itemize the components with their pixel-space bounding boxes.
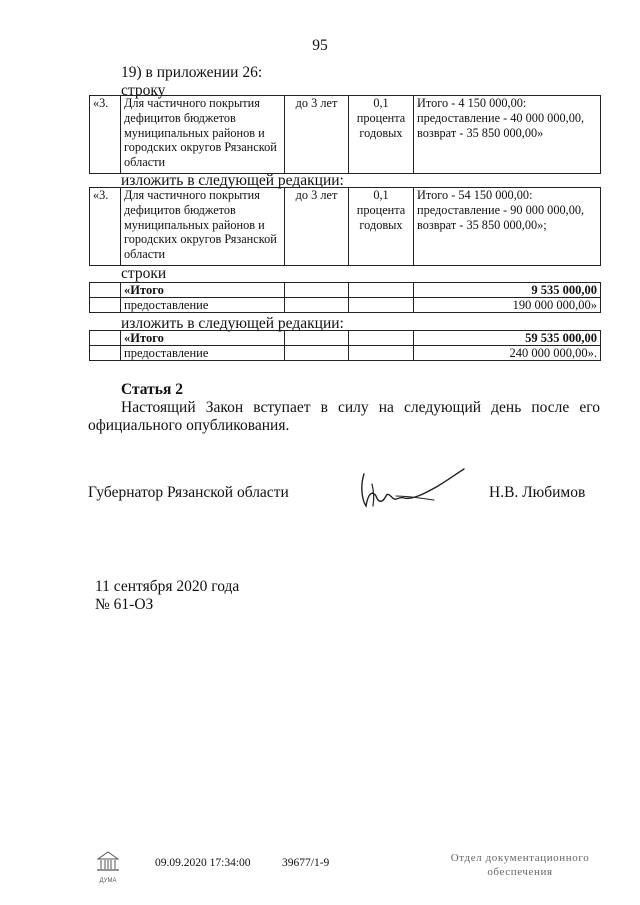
provision-line: предоставление - 40 000 000,00,	[417, 110, 585, 125]
total-line: Итого - 4 150 000,00:	[417, 96, 527, 110]
duma-logo	[94, 850, 122, 882]
table-row-old	[89, 95, 601, 174]
article-text: Настоящий Закон вступает в силу на следующий день после его официального опубликования.	[88, 399, 600, 434]
label-edit-2: изложить в следующей редакции:	[121, 315, 344, 332]
provision-value: 240 000 000,00».	[414, 346, 601, 361]
footer-doc-id: 39677/1-9	[282, 857, 330, 869]
label-edit-1: изложить в следующей редакции:	[121, 172, 344, 189]
rate-cell: 0,1 процента годовых	[349, 188, 414, 266]
return-line: возврат - 35 850 000,00»;	[417, 217, 547, 232]
governor-name: Н.В. Любимов	[489, 484, 586, 501]
rate-cell: 0,1 процента годовых	[349, 96, 414, 174]
total-label: «Итого	[121, 283, 285, 298]
stamp-line-2: обеспечения	[487, 866, 553, 878]
total-line: Итого - 54 150 000,00:	[417, 188, 533, 202]
table-row-new	[89, 187, 601, 266]
table-totals-old	[89, 282, 601, 313]
date: 11 сентября 2020 года	[95, 578, 240, 595]
law-number: № 61-ОЗ	[95, 596, 154, 613]
total-value: 9 535 000,00	[414, 283, 601, 298]
term-cell: до 3 лет	[285, 188, 349, 266]
term-cell: до 3 лет	[285, 96, 349, 174]
building-icon	[94, 850, 122, 872]
amounts-cell	[414, 188, 601, 266]
total-label: «Итого	[121, 331, 285, 346]
amounts-cell	[414, 96, 601, 174]
label-row: строку	[121, 82, 166, 99]
row-number: «3.	[90, 188, 121, 266]
provision-value: 190 000 000,00»	[414, 298, 601, 313]
total-value: 59 535 000,00	[414, 331, 601, 346]
signature	[352, 466, 472, 514]
stamp-line-1: Отдел документационного	[450, 852, 590, 864]
logo-text: ДУМА	[99, 878, 117, 884]
provision-label: предоставление	[121, 298, 285, 313]
table-totals-new	[89, 330, 601, 361]
footer-timestamp: 09.09.2020 17:34:00	[155, 857, 251, 869]
item-heading: 19) в приложении 26:	[121, 64, 263, 81]
article-title: Статья 2	[121, 381, 183, 398]
row-number: «3.	[90, 96, 121, 174]
governor-title: Губернатор Рязанской области	[88, 484, 289, 501]
department-stamp	[440, 851, 600, 879]
purpose-cell: Для частичного покрытия дефицитов бюджетов муниципальных районов и городских округов Рязанской области	[121, 96, 285, 174]
label-rows: строки	[121, 265, 167, 282]
purpose-cell: Для частичного покрытия дефицитов бюджетов муниципальных районов и городских округов Рязанской области	[121, 188, 285, 266]
provision-line: предоставление - 90 000 000,00,	[417, 202, 585, 217]
provision-label: предоставление	[121, 346, 285, 361]
page-number: 95	[312, 37, 328, 54]
return-line: возврат - 35 850 000,00»	[417, 125, 544, 140]
